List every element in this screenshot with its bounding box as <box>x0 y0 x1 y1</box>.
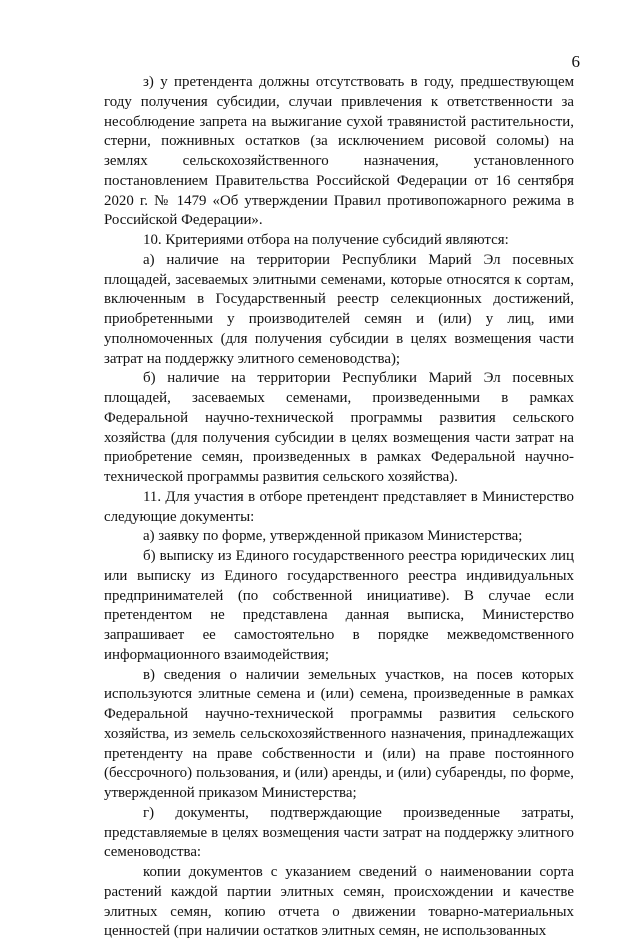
paragraph-11a-application: а) заявку по форме, утвержденной приказом Министерства; <box>143 528 523 545</box>
paragraph-10-selection-criteria: 10. Критериями отбора на получение субсидий являются: <box>143 232 509 248</box>
paragraph-11g-expense-documents: г) документы, подтверждающие произведенные затраты, представляемые в целях возмещения части затрат на поддержку элитного семеноводства: <box>104 804 574 861</box>
paragraph-11-documents: 11. Для участия в отборе претендент представляет в Министерство следующие документы: <box>104 488 574 525</box>
paragraph-11v-land-plots: в) сведения о наличии земельных участков, на посев которых используются элитные семена и (или) семена, произведенные в рамках Федеральной научно-технической программы развития сельского хозяйства, из земель сельскохозяйственного назначения, принадлежащих претенденту на праве собственности и (или) на праве постоянного (бессрочного) пользования, и (или) аренды, и (или) субаренды, по форме, утвержденной приказом Министерства; <box>104 666 574 801</box>
paragraph-10b-program-seeds: б) наличие на территории Республики Марий Эл посевных площадей, засеваемых семенами, произведенными в рамках Федеральной научно-технической программы развития сельского хозяйства (для получения субсидии в целях возмещения части затрат на приобретение семян, произведенных в рамках Федеральной научно-технической программы развития сельского хозяйства). <box>104 370 574 485</box>
paragraph-11b-registry-extract: б) выписку из Единого государственного реестра юридических лиц или выписку из Единого государственного реестра индивидуальных предпринимателей (по собственной инициативе). В случае если претендентом не представлена данная выписка, Министерство запрашивает ее самостоятельно в порядке межведомственного информационного взаимодействия; <box>104 548 574 663</box>
paragraph-z-fire-safety: з) у претендента должны отсутствовать в году, предшествующем году получения субсидии, случаи привлечения к ответственности за несоблюдение запрета на выжигание сухой травянистой растительности, стерни, пожнивных остатков (за исключением рисовой соломы) на землях сельскохозяйственного назначения, установленного постановлением Правительства Российской Федерации от 16 сентября 2020 г. № 1479 «Об утверждении Правил противопожарного режима в Российской Федерации». <box>104 74 574 229</box>
document-body <box>104 73 574 942</box>
page-number: 6 <box>571 52 580 71</box>
paragraph-document-copies: копии документов с указанием сведений о наименовании сорта растений каждой партии элитных семян, происхождении и качестве элитных семян, копию отчета о движении товарно-материальных ценностей (при наличии остатков элитных семян, не использованных <box>104 864 574 940</box>
paragraph-10a-elite-seeds: а) наличие на территории Республики Марий Эл посевных площадей, засеваемых элитными семенами, которые относятся к сортам, включенным в Государственный реестр селекционных достижений, приобретенными у производителей семян и (или) у лиц, ими уполномоченных (для получения субсидии в целях возмещения части затрат на поддержку элитного семеноводства); <box>104 251 574 367</box>
